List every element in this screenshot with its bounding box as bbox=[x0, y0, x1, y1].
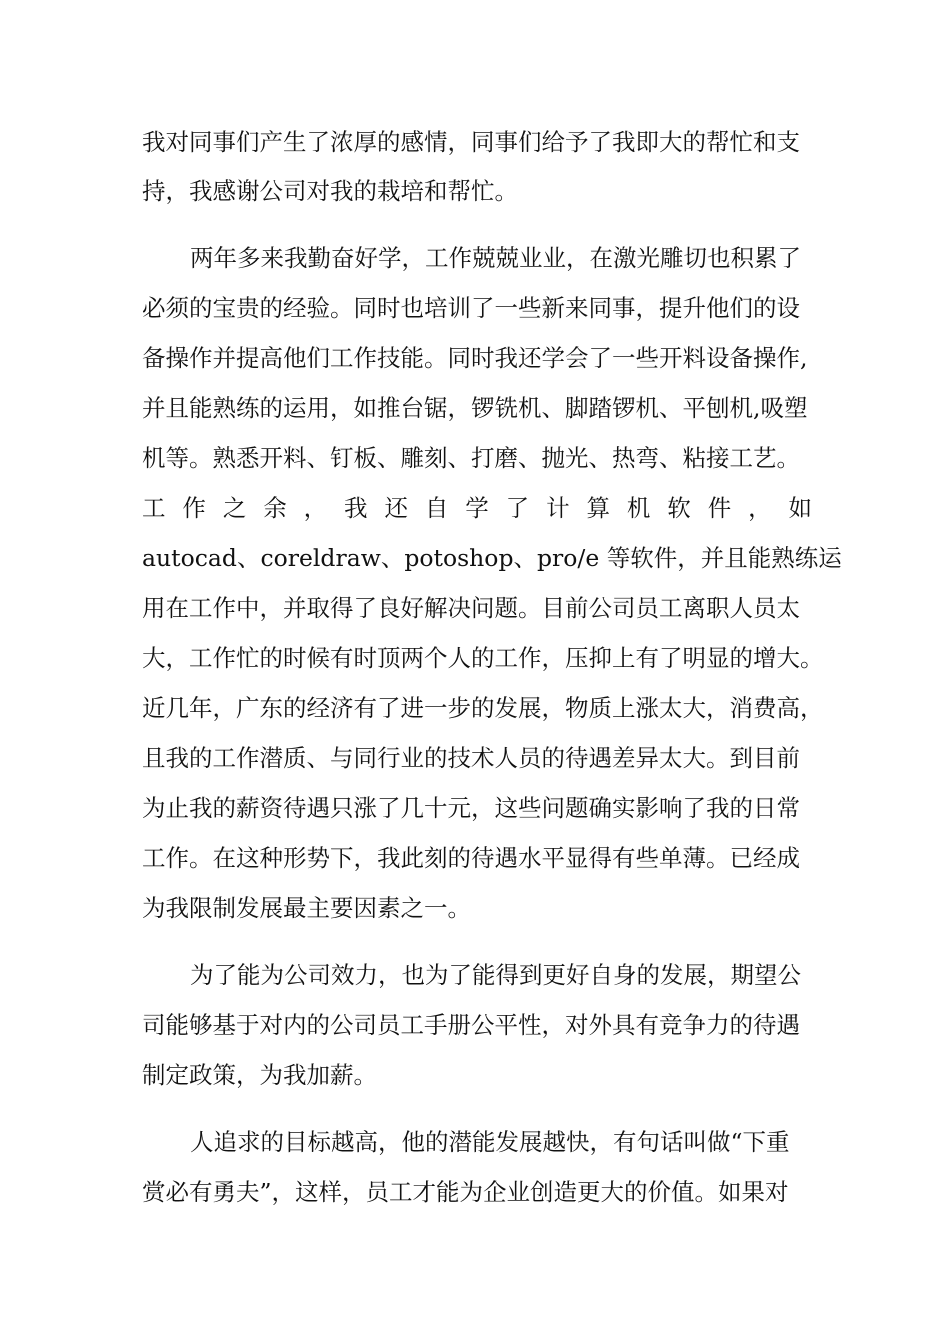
text-line: 为止我的薪资待遇只涨了几十元，这些问题确实影响了我的日常 bbox=[142, 794, 800, 822]
justified-char: 自 bbox=[424, 494, 449, 522]
justified-char: 了 bbox=[505, 494, 530, 522]
text-line: 赏必有勇夫”，这样，员工才能为企业创造更大的价值。如果对 bbox=[142, 1178, 789, 1206]
text-line: 用在工作中，并取得了良好解决问题。目前公司员工离职人员太 bbox=[142, 594, 800, 622]
justified-char: 作 bbox=[182, 494, 206, 522]
justified-text-line bbox=[142, 491, 812, 525]
justified-char: 学 bbox=[465, 494, 489, 522]
justified-char: 余 bbox=[263, 494, 287, 522]
justified-char: 软 bbox=[667, 494, 691, 522]
justified-char: 我 bbox=[344, 494, 368, 522]
justified-char: 如 bbox=[788, 494, 812, 522]
justified-char: ， bbox=[748, 494, 772, 522]
justified-char: 机 bbox=[626, 494, 651, 522]
text-line: 工作。在这种形势下，我此刻的待遇水平显得有些单薄。已经成 bbox=[142, 844, 800, 872]
justified-char: 算 bbox=[586, 494, 610, 522]
paragraph-first-line: 两年多来我勤奋好学，工作兢兢业业，在激光雕切也积累了 bbox=[190, 244, 801, 272]
paragraph-first-line: 为了能为公司效力，也为了能得到更好自身的发展，期望公 bbox=[190, 961, 801, 989]
text-line: 机等。熟悉开料、钉板、雕刻、打磨、抛光、热弯、粘接工艺。 bbox=[142, 444, 800, 472]
paragraph-first-line: 人追求的目标越高，他的潜能发展越快，有句话叫做“下重 bbox=[190, 1128, 790, 1156]
justified-char: 件 bbox=[707, 494, 732, 522]
text-line: 且我的工作潜质、与同行业的技术人员的待遇差异太大。到目前 bbox=[142, 744, 800, 772]
text-line: 司能够基于对内的公司员工手册公平性，对外具有竞争力的待遇 bbox=[142, 1011, 800, 1039]
text-line: 必须的宝贵的经验。同时也培训了一些新来同事，提升他们的设 bbox=[142, 294, 800, 322]
text-line: 并且能熟练的运用，如推台锯，锣铣机、脚踏锣机、平刨机,吸塑 bbox=[142, 394, 808, 422]
text-line: 近几年，广东的经济有了进一步的发展，物质上涨太大，消费高， bbox=[142, 694, 824, 722]
text-line: 大，工作忙的时候有时顶两个人的工作，压抑上有了明显的增大。 bbox=[142, 644, 824, 672]
justified-char: 计 bbox=[546, 494, 570, 522]
text-line: 制定政策，为我加薪。 bbox=[142, 1061, 377, 1089]
text-line: 持，我感谢公司对我的栽培和帮忙。 bbox=[142, 177, 518, 205]
text-line: autocad、coreldraw、potoshop、pro/e 等软件，并且能熟练运 bbox=[142, 544, 842, 572]
justified-char: 之 bbox=[222, 494, 247, 522]
justified-char: ， bbox=[303, 494, 328, 522]
text-line: 我对同事们产生了浓厚的感情，同事们给予了我即大的帮忙和支 bbox=[142, 128, 800, 156]
text-line: 为我限制发展最主要因素之一。 bbox=[142, 894, 471, 922]
text-line: 备操作并提高他们工作技能。同时我还学会了一些开料设备操作, bbox=[142, 344, 808, 372]
justified-char: 还 bbox=[384, 494, 408, 522]
justified-char: 工 bbox=[142, 494, 166, 522]
